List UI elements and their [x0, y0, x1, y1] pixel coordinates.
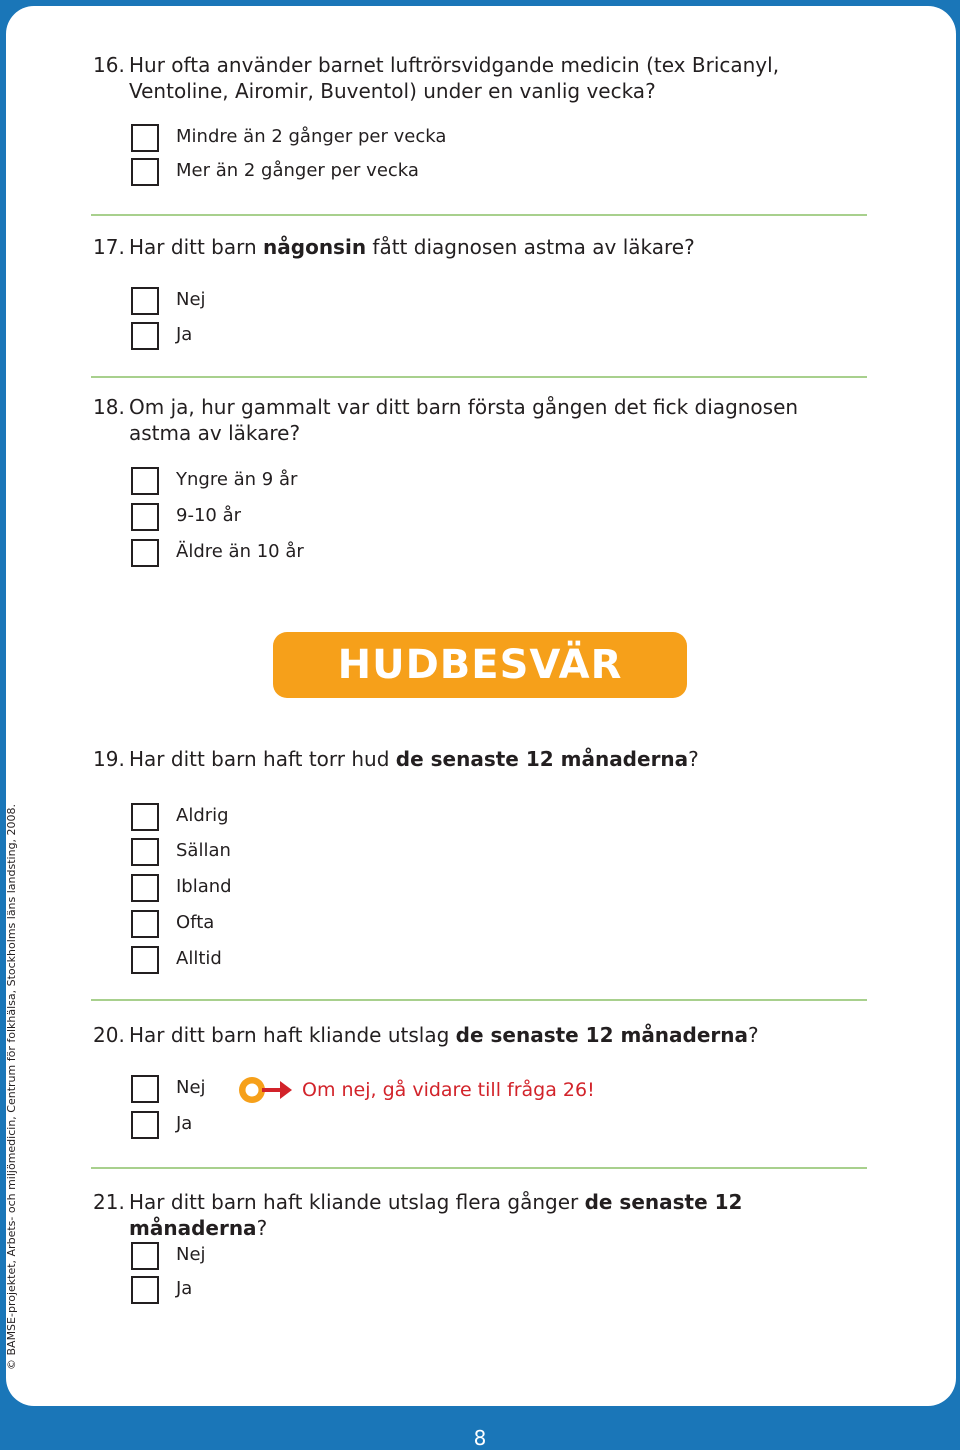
option-label: Nej	[176, 1077, 206, 1098]
question-number: 19.	[93, 747, 125, 771]
question-number: 17.	[93, 235, 125, 259]
checkbox[interactable]	[131, 910, 159, 938]
checkbox[interactable]	[131, 1075, 159, 1103]
question-21	[93, 1189, 853, 1241]
question-16	[93, 52, 853, 104]
option-label: 9-10 år	[176, 505, 242, 526]
checkbox[interactable]	[131, 287, 159, 315]
divider	[91, 999, 867, 1001]
checkbox[interactable]	[131, 158, 159, 186]
option-label: Ja	[176, 324, 193, 345]
question-18	[93, 394, 833, 446]
checkbox[interactable]	[131, 124, 159, 152]
checkbox[interactable]	[131, 1242, 159, 1270]
option-label: Aldrig	[176, 805, 229, 826]
option-label: Ja	[176, 1278, 193, 1299]
checkbox[interactable]	[131, 1111, 159, 1139]
checkbox[interactable]	[131, 1276, 159, 1304]
question-text: Om ja, hur gammalt var ditt barn första gången det fick diagnosen astma av läkare?	[129, 395, 799, 445]
question-text: Har ditt barn någonsin fått diagnosen astma av läkare?	[129, 235, 695, 259]
copyright-notice: © BAMSE-projektet, Arbets- och miljömedicin, Centrum för folkhälsa, Stockholms läns landsting, 2008.	[5, 803, 18, 1370]
option-label: Ofta	[176, 912, 215, 933]
option-label: Sällan	[176, 840, 231, 861]
checkbox[interactable]	[131, 322, 159, 350]
option-label: Ja	[176, 1113, 193, 1134]
option-label: Äldre än 10 år	[176, 541, 304, 562]
question-19	[93, 746, 853, 772]
arrow-right-icon	[234, 1072, 294, 1108]
option-label: Yngre än 9 år	[176, 469, 298, 490]
question-text: Har ditt barn haft kliande utslag flera gånger de senaste 12 månaderna?	[129, 1190, 743, 1240]
option-label: Mindre än 2 gånger per vecka	[176, 126, 447, 147]
checkbox[interactable]	[131, 539, 159, 567]
checkbox[interactable]	[131, 838, 159, 866]
question-text: Har ditt barn haft torr hud de senaste 12 månaderna?	[129, 747, 699, 771]
checkbox[interactable]	[131, 467, 159, 495]
divider	[91, 214, 867, 216]
option-label: Nej	[176, 289, 206, 310]
question-17	[93, 234, 853, 260]
checkbox[interactable]	[131, 503, 159, 531]
divider	[91, 1167, 867, 1169]
option-label: Nej	[176, 1244, 206, 1265]
question-number: 21.	[93, 1190, 125, 1214]
checkbox[interactable]	[131, 803, 159, 831]
question-text: Hur ofta använder barnet luftrörsvidgande medicin (tex Bricanyl, Ventoline, Airomir, Buventol) under en vanlig vecka?	[129, 53, 780, 103]
skip-instruction	[234, 1072, 595, 1108]
skip-instruction-text: Om nej, gå vidare till fråga 26!	[302, 1079, 595, 1101]
option-label: Ibland	[176, 876, 232, 897]
page-number: 8	[473, 1426, 487, 1450]
divider	[91, 376, 867, 378]
question-20	[93, 1022, 853, 1048]
question-number: 20.	[93, 1023, 125, 1047]
question-number: 16.	[93, 53, 125, 77]
option-label: Alltid	[176, 948, 222, 969]
question-number: 18.	[93, 395, 125, 419]
question-text: Har ditt barn haft kliande utslag de senaste 12 månaderna?	[129, 1023, 759, 1047]
checkbox[interactable]	[131, 874, 159, 902]
option-label: Mer än 2 gånger per vecka	[176, 160, 419, 181]
section-title-banner: HUDBESVÄR	[273, 632, 687, 698]
checkbox[interactable]	[131, 946, 159, 974]
